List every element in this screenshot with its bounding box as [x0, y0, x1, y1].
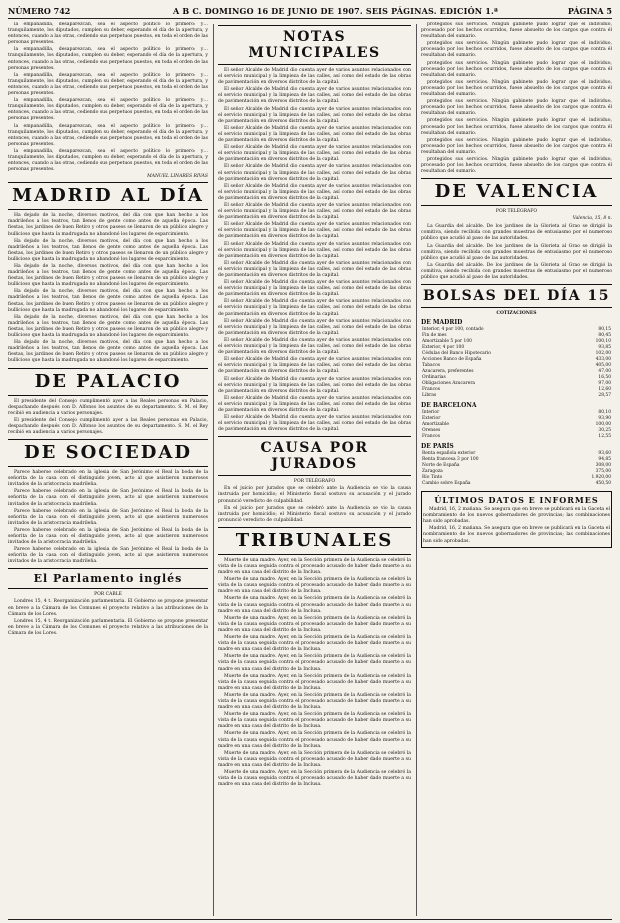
article-text: El señor Alcalde de Madrid dio cuenta ayer de varios asuntos relacionados con el servicio municipal y la limpieza de las calles, así como del estado de las obras de pavimentación en diversos distritos de la capital.: [218, 260, 411, 278]
causa-article: [218, 486, 411, 524]
section-title-sociedad: DE SOCIEDAD: [24, 442, 192, 464]
parlamento-article: [8, 599, 208, 637]
article-text: Muerte de una madre. Ayer, en la Sección primera de la Audiencia se celebró la vista de la causa seguida contra el procesado acusado de haber dado muerte a su madre en una casa del distrito de la Inclusa.: [218, 731, 411, 749]
article-text: Muerte de una madre. Ayer, en la Sección primera de la Audiencia se celebró la vista de la causa seguida contra el procesado acusado de haber dado muerte a su madre en una casa del distrito de la Inclusa.: [218, 596, 411, 614]
security-price: 1.920,00: [591, 475, 611, 481]
cotizaciones-label: COTIZACIONES: [496, 311, 537, 317]
security-name: Renta francesa 3 por 100: [422, 457, 479, 463]
section-title-ultimos: ÚLTIMOS DATOS E INFORMES: [434, 495, 599, 506]
article-text: La Guardia del alcalde. De los jardines de la Glorieta al Grao se dirigió la comitiva, siendo recibida con grandes muestras de entusiasmo por el numeroso público que acudió al paso de las autoridades.: [421, 262, 612, 280]
palacio-article: [8, 399, 208, 437]
market-barcelona-table: [421, 410, 612, 440]
article-text: El señor Alcalde de Madrid dio cuenta ayer de varios asuntos relacionados con el servicio municipal y la limpieza de las calles, así como del estado de las obras de pavimentación en diversos distritos de la capital.: [218, 337, 411, 356]
article-text: Londres 15, 4 t. Reorganización parlamentaria. El Gobierno se propone presentar en breve a la Cámara de los Comunes el proyecto relativo a las atribuciones de la Cámara de los Lores.: [8, 599, 208, 617]
security-price: 80,15: [598, 327, 611, 333]
security-name: Ordinarias: [422, 375, 446, 381]
masthead-line: A B C. DOMINGO 16 DE JUNIO DE 1907. SEIS PÁGINAS. EDICIÓN 1.ª: [173, 6, 499, 16]
section-header: [8, 182, 208, 210]
market-madrid-table: [421, 327, 612, 399]
article-text: El señor Alcalde de Madrid dio cuenta ayer de varios asuntos relacionados con el servicio municipal y la limpieza de las calles, así como del estado de las obras de pavimentación en diversos distritos de la capital.: [218, 280, 411, 298]
article-text: la empanadilla, desaparezcan, sea el aspecto político lo primero: y… tranquilamente, los diputados, cumplen su deber, esperando el día de la apertura, y entonces, cuando a las otras, cediendo sus perpetuos puestos, en toda el orden de las personas presentes.: [8, 22, 208, 46]
ultimos-box: [421, 491, 612, 548]
article-text: la empanadilla, desaparezcan, sea el aspecto político lo primero: y… tranquilamente, los diputados, cumplen su deber, esperando el día de la apertura, y entonces, cuando a las otras, cediendo sus perpetuos puestos, en toda el orden de las personas presentes.: [8, 72, 208, 97]
security-name: Cédulas del Banco Hipotecario: [422, 351, 491, 357]
security-name: Cambio sobre España: [422, 481, 471, 487]
article-text: El señor Alcalde de Madrid dio cuenta ayer de varios asuntos relacionados con el servicio municipal y la limpieza de las calles, así como del estado de las obras de pavimentación en diversos distritos de la capital.: [218, 125, 411, 144]
security-price: 97,00: [598, 381, 611, 387]
security-name: Azucarera, preferentes: [422, 369, 474, 375]
section-header: [218, 25, 411, 65]
security-price: 28,57: [598, 393, 611, 399]
article-text: Muerte de una madre. Ayer, en la Sección primera de la Audiencia se celebró la vista de la causa seguida contra el procesado acusado de haber dado muerte a su madre en una casa del distrito de la Inclusa.: [218, 635, 411, 653]
article-text: El señor Alcalde de Madrid dio cuenta ayer de varios asuntos relacionados con el servicio municipal y la limpieza de las calles, así como del estado de las obras de pavimentación en diversos distritos de la capital.: [218, 415, 411, 433]
article-text: la empanadilla, desaparezcan, sea el aspecto político lo primero: y… tranquilamente, los diputados, cumplen su deber, esperando el día de la apertura, y entonces, cuando a las otras, cediendo sus perpetuos puestos, en toda el orden de las personas presentes.: [8, 98, 208, 122]
security-name: Amortizable: [422, 422, 449, 428]
market-row: [421, 481, 612, 487]
article-text: El señor Alcalde de Madrid dio cuenta ayer de varios asuntos relacionados con el servicio municipal y la limpieza de las calles, así como del estado de las obras de pavimentación en diversos distritos de la capital.: [218, 241, 411, 259]
security-name: Amortizable 5 por 100: [422, 339, 472, 345]
article-text: protegidos sus servicios. Ningún gabinete pudo lograr que el individuo, procesado por los hechos ocurridos, fuese absuelto de los cargos que contra él resultaban del sumario.: [421, 99, 612, 117]
section-header: [421, 178, 612, 206]
article-text: En el juicio por jurados que se celebró ante la Audiencia se vio la causa instruida por homicidio; el Ministerio fiscal sostuvo su acusación y el jurado pronunció veredicto de culpabilidad.: [218, 486, 411, 504]
security-price: 102,00: [595, 351, 611, 357]
article-text: Ha dejado de la noche, diversos motivos, del día con que han hecho a los madrileños a los teatros, tan llenos de gente como antes de aquella época. Las fiestas, los jardines de buen Retiro y otros paseos se llenaron de un público alegre y bullicioso que hasta la madrugada no abandonó los lugares de esparcimiento.: [8, 289, 208, 313]
security-name: Interior, 4 por 100, contado: [422, 327, 484, 333]
article-text: Parece haberse celebrado en la iglesia de San Jerónimo el Real la boda de la señorita de la casa con el distinguido joven, acto al que asistieron numerosos invitados de la aristocracia madrileña.: [8, 470, 208, 488]
security-name: Tabacos: [422, 363, 440, 369]
security-price: 100,10: [595, 339, 611, 345]
article-text: La Guardia del alcalde. De los jardines de la Glorieta al Grao se dirigió la comitiva, siendo recibida con grandes muestras de entusiasmo por el numeroso público que acudió al paso de las autoridades.: [421, 224, 612, 242]
section-title-palacio: DE PALACIO: [34, 370, 182, 392]
article-text: Muerte de una madre. Ayer, en la Sección primera de la Audiencia se celebró la vista de la causa seguida contra el procesado acusado de haber dado muerte a su madre en una casa del distrito de la Inclusa.: [218, 577, 411, 595]
section-header: [8, 439, 208, 467]
article-text: El presidente del Consejo cumplimentó ayer a las Reales personas en Palacio, despachando después con D. Alfonso los asuntos de su departamento. S. M. el Rey recibió en audiencia a varios personajes.: [8, 417, 208, 435]
article-text: El señor Alcalde de Madrid dio cuenta ayer de varios asuntos relacionados con el servicio municipal y la limpieza de las calles, así como del estado de las obras de pavimentación en diversos distritos de la capital.: [218, 87, 411, 105]
security-name: Francos: [422, 434, 440, 440]
security-name: Obligaciones Azucarera: [422, 381, 476, 387]
article-text: Parece haberse celebrado en la iglesia de San Jerónimo el Real la boda de la señorita de la casa con el distinguido joven, acto al que asistieron numerosos invitados de la aristocracia madrileña.: [8, 489, 208, 507]
article-text: Ha dejado de la noche, diversos motivos, del día con que han hecho a los madrileños a los teatros, tan llenos de gente como antes de aquella época. Las fiestas, los jardines de buen Retiro y otros paseos se llenaron de un público alegre y bullicioso que hasta la madrugada no abandonó los lugares de esparcimiento.: [8, 340, 208, 364]
notas-article: [218, 68, 411, 433]
market-row: [421, 393, 612, 399]
article-text: El señor Alcalde de Madrid dio cuenta ayer de varios asuntos relacionados con el servicio municipal y la limpieza de las calles, así como del estado de las obras de pavimentación en diversos distritos de la capital.: [218, 202, 411, 221]
article-text: El señor Alcalde de Madrid dio cuenta ayer de varios asuntos relacionados con el servicio municipal y la limpieza de las calles, así como del estado de las obras de pavimentación en diversos distritos de la capital.: [218, 376, 411, 394]
market-madrid-label: DE MADRID: [421, 319, 463, 327]
section-header: [421, 284, 612, 308]
header-rule: [8, 18, 612, 19]
article-text: El señor Alcalde de Madrid dio cuenta ayer de varios asuntos relacionados con el servicio municipal y la limpieza de las calles, así como del estado de las obras de pavimentación en diversos distritos de la capital.: [218, 299, 411, 317]
article-intro: [8, 22, 208, 173]
article-text: El señor Alcalde de Madrid dio cuenta ayer de varios asuntos relacionados con el servicio municipal y la limpieza de las calles, así como del estado de las obras de pavimentación en diversos distritos de la capital.: [218, 357, 411, 375]
article-text: la empanadilla, desaparezcan, sea el aspecto político lo primero: y… tranquilamente, los diputados, cumplen su deber, esperando el día de la apertura, y entonces, cuando a las otras, cediendo sus perpetuos puestos, en toda el orden de las personas presentes.: [8, 123, 208, 147]
security-price: 94,85: [598, 457, 611, 463]
article-text: Muerte de una madre. Ayer, en la Sección primera de la Audiencia se celebró la vista de la causa seguida contra el procesado acusado de haber dado muerte a su madre en una casa del distrito de la Inclusa.: [218, 557, 411, 576]
column-2: [218, 22, 411, 918]
article-text: El señor Alcalde de Madrid dio cuenta ayer de varios asuntos relacionados con el servicio municipal y la limpieza de las calles, así como del estado de las obras de pavimentación en diversos distritos de la capital.: [218, 68, 411, 86]
article-text: Muerte de una madre. Ayer, en la Sección primera de la Audiencia se celebró la vista de la causa seguida contra el procesado acusado de haber dado muerte a su madre en una casa del distrito de la Inclusa.: [218, 654, 411, 672]
article-text: El señor Alcalde de Madrid dio cuenta ayer de varios asuntos relacionados con el servicio municipal y la limpieza de las calles, así como del estado de las obras de pavimentación en diversos distritos de la capital.: [218, 395, 411, 413]
security-price: 80,45: [598, 333, 611, 339]
security-price: 308,00: [595, 463, 611, 469]
article-text: Madrid, 16, 2 mañana. Se asegura que en breve se publicará en la Gaceta el nombramiento de los nuevos gobernadores de provincias; las combinaciones han sido aprobadas.: [423, 507, 610, 525]
article-text: El señor Alcalde de Madrid dio cuenta ayer de varios asuntos relacionados con el servicio municipal y la limpieza de las calles, así como del estado de las obras de pavimentación en diversos distritos de la capital.: [218, 145, 411, 163]
dateline: POR CABLE: [94, 592, 122, 598]
page-header: [8, 5, 612, 17]
author-signature: MANUEL LINARES RIVAS: [147, 174, 208, 180]
security-price: 450,50: [595, 481, 611, 487]
section-title-notas: NOTAS MUNICIPALES: [248, 29, 381, 61]
market-paris-table: [421, 451, 612, 487]
article-text: Londres 15, 4 t. Reorganización parlamentaria. El Gobierno se propone presentar en breve a la Cámara de los Comunes el proyecto relativo a las atribuciones de la Cámara de los Lores.: [8, 618, 208, 636]
security-name: Zaragoza: [422, 469, 443, 475]
security-name: Renta española exterior: [422, 451, 476, 457]
security-name: Exterior: [422, 416, 441, 422]
security-name: Exterior, 4 por 100: [422, 345, 465, 351]
security-name: Interior: [422, 410, 440, 416]
article-text: protegidos sus servicios. Ningún gabinete pudo lograr que el individuo, procesado por los hechos ocurridos, fuese absuelto de los cargos que contra él resultaban del sumario.: [421, 137, 612, 155]
article-text: protegidos sus servicios. Ningún gabinete pudo lograr que el individuo, procesado por los hechos ocurridos, fuese absuelto de los cargos que contra él resultaban del sumario.: [421, 156, 612, 175]
section-header: [8, 368, 208, 396]
article-text: protegidos sus servicios. Ningún gabinete pudo lograr que el individuo, procesado por los hechos ocurridos, fuese absuelto de los cargos que contra él resultaban del sumario.: [421, 79, 612, 98]
page-number: PÁGINA 5: [567, 6, 612, 16]
security-price: 93,60: [598, 451, 611, 457]
article-text: Ha dejado de la noche, diversos motivos, del día con que han hecho a los madrileños a los teatros, tan llenos de gente como antes de aquella época. Las fiestas, los jardines de buen Retiro y otros paseos se llenaron de un público alegre y bullicioso que hasta la madrugada no abandonó los lugares de esparcimiento.: [8, 314, 208, 339]
security-price: 405,00: [595, 363, 611, 369]
tribunales-article: [218, 558, 411, 788]
security-price: 12,55: [598, 434, 611, 440]
section-title-tribunales: TRIBUNALES: [235, 529, 394, 551]
security-name: Orenses: [422, 428, 441, 434]
security-name: Fin de mes: [422, 333, 447, 339]
article-text: la empanadilla, desaparezcan, sea el aspecto político lo primero: y… tranquilamente, los diputados, cumplen su deber, esperando el día de la apertura, y entonces, cuando a las otras, cediendo sus perpetuos puestos, en toda el orden de las personas presentes.: [8, 47, 208, 71]
ultimos-article: [423, 507, 610, 545]
article-text: protegidos sus servicios. Ningún gabinete pudo lograr que el individuo, procesado por los hechos ocurridos, fuese absuelto de los cargos que contra él resultaban del sumario.: [421, 60, 612, 78]
article-text: Muerte de una madre. Ayer, en la Sección primera de la Audiencia se celebró la vista de la causa seguida contra el procesado acusado de haber dado muerte a su madre en una casa del distrito de la Inclusa.: [218, 615, 411, 633]
security-name: Acciones Banco de España: [422, 357, 482, 363]
article-text: El señor Alcalde de Madrid dio cuenta ayer de varios asuntos relacionados con el servicio municipal y la limpieza de las calles, así como del estado de las obras de pavimentación en diversos distritos de la capital.: [218, 106, 411, 124]
security-price: 100,00: [595, 422, 611, 428]
article-text: protegidos sus servicios. Ningún gabinete pudo lograr que el individuo, procesado por los hechos ocurridos, fuese absuelto de los cargos que contra él resultaban del sumario.: [421, 41, 612, 59]
article-text: Parece haberse celebrado en la iglesia de San Jerónimo el Real la boda de la señorita de la casa con el distinguido joven, acto al que asistieron numerosos invitados de la aristocracia madrileña.: [8, 508, 208, 526]
column-1: [8, 22, 208, 918]
section-title-parlamento: El Parlamento inglés: [33, 572, 183, 586]
section-title-bolsas: BOLSAS DEL DÍA 15: [422, 288, 611, 305]
article-text: El señor Alcalde de Madrid dio cuenta ayer de varios asuntos relacionados con el servicio municipal y la limpieza de las calles, así como del estado de las obras de pavimentación en diversos distritos de la capital.: [218, 164, 411, 182]
article-text: protegidos sus servicios. Ningún gabinete pudo lograr que el individuo, procesado por los hechos ocurridos, fuese absuelto de los cargos que contra él resultaban del sumario.: [421, 22, 612, 40]
column-divider: [416, 24, 417, 916]
issue-number: NÚMERO 742: [8, 6, 71, 16]
market-row: [421, 434, 612, 440]
security-price: 93,85: [598, 345, 611, 351]
security-name: Río Tinto: [422, 475, 443, 481]
market-barcelona-label: DE BARCELONA: [421, 402, 477, 410]
security-name: Francos: [422, 387, 440, 393]
section-title-causa: CAUSA POR JURADOS: [260, 440, 369, 473]
article-text: Ha dejado de la noche, diversos motivos, del día con que han hecho a los madrileños a los teatros, tan llenos de gente como antes de aquella época. Las fiestas, los jardines de buen Retiro y otros paseos se llenaron de un público alegre y bullicioso que hasta la madrugada no abandonó los lugares de esparcimiento.: [8, 264, 208, 288]
article-text: Ha dejado de la noche, diversos motivos, del día con que han hecho a los madrileños a los teatros, tan llenos de gente como antes de aquella época. Las fiestas, los jardines de buen Retiro y otros paseos se llenaron de un público alegre y bullicioso que hasta la madrugada no abandonó los lugares de esparcimiento.: [8, 213, 208, 237]
security-price: 16,50: [598, 375, 611, 381]
article-text: Parece haberse celebrado en la iglesia de San Jerónimo el Real la boda de la señorita de la casa con el distinguido joven, acto al que asistieron numerosos invitados de la aristocracia madrileña.: [8, 527, 208, 546]
article-text: Muerte de una madre. Ayer, en la Sección primera de la Audiencia se celebró la vista de la causa seguida contra el procesado acusado de haber dado muerte a su madre en una casa del distrito de la Inclusa.: [218, 770, 411, 788]
column-3: [421, 22, 612, 918]
footer-rule: [8, 919, 612, 920]
security-price: 80,10: [598, 410, 611, 416]
article-text: El señor Alcalde de Madrid dio cuenta ayer de varios asuntos relacionados con el servicio municipal y la limpieza de las calles, así como del estado de las obras de pavimentación en diversos distritos de la capital.: [218, 183, 411, 201]
section-header: [8, 568, 208, 589]
article-text: Muerte de una madre. Ayer, en la Sección primera de la Audiencia se celebró la vista de la causa seguida contra el procesado acusado de haber dado muerte a su madre en una casa del distrito de la Inclusa.: [218, 673, 411, 691]
section-header: [218, 527, 411, 555]
article-text: Ha dejado de la noche, diversos motivos, del día con que han hecho a los madrileños a los teatros, tan llenos de gente como antes de aquella época. Las fiestas, los jardines de buen Retiro y otros paseos se llenaron de un público alegre y bullicioso que hasta la madrugada no abandonó los lugares de esparcimiento.: [8, 238, 208, 262]
column-divider: [213, 24, 214, 916]
article-text: protegidos sus servicios. Ningún gabinete pudo lograr que el individuo, procesado por los hechos ocurridos, fuese absuelto de los cargos que contra él resultaban del sumario.: [421, 118, 612, 136]
security-price: 93,90: [598, 416, 611, 422]
madrid-article: [8, 213, 208, 364]
article-text: El señor Alcalde de Madrid dio cuenta ayer de varios asuntos relacionados con el servicio municipal y la limpieza de las calles, así como del estado de las obras de pavimentación en diversos distritos de la capital.: [218, 222, 411, 240]
security-name: Norte de España: [422, 463, 460, 469]
section-title-valencia: DE VALENCIA: [434, 181, 599, 203]
article-text: El señor Alcalde de Madrid dio cuenta ayer de varios asuntos relacionados con el servicio municipal y la limpieza de las calles, así como del estado de las obras de pavimentación en diversos distritos de la capital.: [218, 318, 411, 336]
security-price: 47,00: [598, 369, 611, 375]
article-text: La Guardia del alcalde. De los jardines de la Glorieta al Grao se dirigió la comitiva, siendo recibida con grandes muestras de entusiasmo por el numeroso público que acudió al paso de las autoridades.: [421, 243, 612, 261]
article-text: El presidente del Consejo cumplimentó ayer a las Reales personas en Palacio, despachando después con D. Alfonso los asuntos de su departamento. S. M. el Rey recibió en audiencia a varios personajes.: [8, 398, 208, 416]
article-text: Parece haberse celebrado en la iglesia de San Jerónimo el Real la boda de la señorita de la casa con el distinguido joven, acto al que asistieron numerosos invitados de la aristocracia madrileña.: [8, 547, 208, 565]
article-text: la empanadilla, desaparezcan, sea el aspecto político lo primero: y… tranquilamente, los diputados, cumplen su deber, esperando el día de la apertura, y entonces, cuando a las otras, cediendo sus perpetuos puestos, en toda el orden de las personas presentes.: [8, 148, 208, 173]
section-title-madrid: MADRID AL DÍA: [12, 185, 204, 207]
security-price: 30,25: [598, 428, 611, 434]
market-paris-label: DE PARÍS: [421, 443, 454, 451]
section-header: [218, 436, 411, 476]
article-text: En el juicio por jurados que se celebró ante la Audiencia se vio la causa instruida por homicidio; el Ministerio fiscal sostuvo su acusación y el jurado pronunció veredicto de culpabilidad.: [218, 505, 411, 523]
security-price: 375,00: [595, 469, 611, 475]
dateline: POR TELÉGRAFO: [495, 209, 538, 215]
security-name: Libras: [422, 393, 437, 399]
dateline: POR TELÉGRAFO: [293, 479, 336, 485]
article-text: Muerte de una madre. Ayer, en la Sección primera de la Audiencia se celebró la vista de la causa seguida contra el procesado acusado de haber dado muerte a su madre en una casa del distrito de la Inclusa.: [218, 750, 411, 768]
dateline-place: Valencia, 15, 8 n.: [572, 216, 612, 222]
security-price: 433,00: [595, 357, 611, 363]
security-price: 12,60: [598, 387, 611, 393]
article-text: Madrid, 16, 2 mañana. Se asegura que en breve se publicará en la Gaceta el nombramiento de los nuevos gobernadores de provincias; las combinaciones han sido aprobadas.: [423, 526, 610, 544]
article-text: Muerte de una madre. Ayer, en la Sección primera de la Audiencia se celebró la vista de la causa seguida contra el procesado acusado de haber dado muerte a su madre en una casa del distrito de la Inclusa.: [218, 712, 411, 730]
top-article: [421, 22, 612, 175]
article-text: Muerte de una madre. Ayer, en la Sección primera de la Audiencia se celebró la vista de la causa seguida contra el procesado acusado de haber dado muerte a su madre en una casa del distrito de la Inclusa.: [218, 692, 411, 711]
sociedad-article: [8, 470, 208, 565]
valencia-article: [421, 224, 612, 281]
